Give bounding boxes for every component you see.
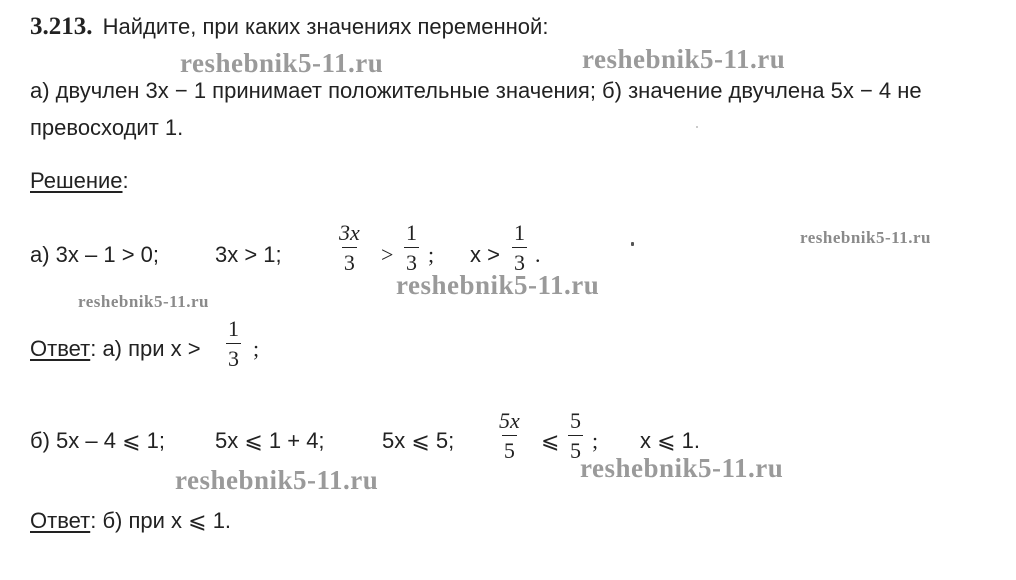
solution-heading [30,170,129,192]
problem-number: 3.213. [30,13,93,40]
scan-speck [631,242,634,246]
answer-b [30,510,231,532]
watermark: reshebnik5-11.ru [800,228,931,247]
problem-prompt: Найдите, при каких значениях переменной: [102,14,549,39]
watermark: reshebnik5-11.ru [175,465,379,495]
part-b-step-1: б) 5х – 4 ⩽ 1; [30,428,165,453]
fraction-numerator: 1 [228,316,239,341]
watermark: reshebnik5-11.ru [396,270,600,300]
part-a-period: . [535,242,541,267]
part-b-step-2: 5х ⩽ 1 + 4; [215,428,325,453]
part-a-semicolon: ; [428,242,435,267]
part-a-x-gt: x > [470,242,500,267]
answer-a-semicolon: ; [253,336,260,361]
answer-b-text: : б) при х ⩽ 1. [90,508,232,533]
answer-b-label: Ответ [30,508,91,533]
problem-header [30,14,548,39]
fraction-numerator: 5 [570,408,581,433]
solution-heading-label: Решение [30,168,123,193]
fraction-denominator: 5 [568,435,583,462]
fraction-denominator: 3 [342,247,357,274]
part-b-le-sign: ⩽ [541,428,560,453]
fraction-denominator: 3 [404,247,419,274]
part-a-step-2: 3х > 1; [215,242,282,267]
part-b-fraction-5x-over-5 [497,410,522,462]
part-a-fraction-3x-over-3 [337,222,362,274]
part-b-final: х ⩽ 1. [640,428,701,453]
fraction-numerator: 3x [339,220,360,245]
part-b-semicolon: ; [592,428,599,453]
scan-speck [696,126,698,128]
answer-a-text: : а) при х > [90,336,201,361]
fraction-denominator: 5 [502,435,517,462]
fraction-numerator: 5x [499,408,520,433]
part-a-step-1: а) 3х – 1 > 0; [30,242,160,267]
part-b-step-3: 5х ⩽ 5; [382,428,455,453]
problem-line-2: превосходит 1. [30,115,184,140]
watermark: reshebnik5-11.ru [582,44,786,74]
fraction-numerator: 1 [514,220,525,245]
watermark: reshebnik5-11.ru [78,292,209,311]
problem-line-1: а) двучлен 3х − 1 принимает положительные значения; б) значение двучлена 5х − 4 не [30,78,922,103]
part-a-gt-sign: > [381,242,394,267]
fraction-denominator: 3 [226,343,241,370]
watermark: reshebnik5-11.ru [180,48,384,78]
part-a-fraction-1-over-3 [404,222,419,274]
fraction-numerator: 1 [406,220,417,245]
answer-a-fraction [226,318,241,370]
fraction-denominator: 3 [512,247,527,274]
solution-heading-colon: : [122,168,129,193]
part-a-fraction-result [512,222,527,274]
watermark: reshebnik5-11.ru [580,453,784,483]
answer-a [30,338,201,360]
answer-a-label: Ответ [30,336,91,361]
